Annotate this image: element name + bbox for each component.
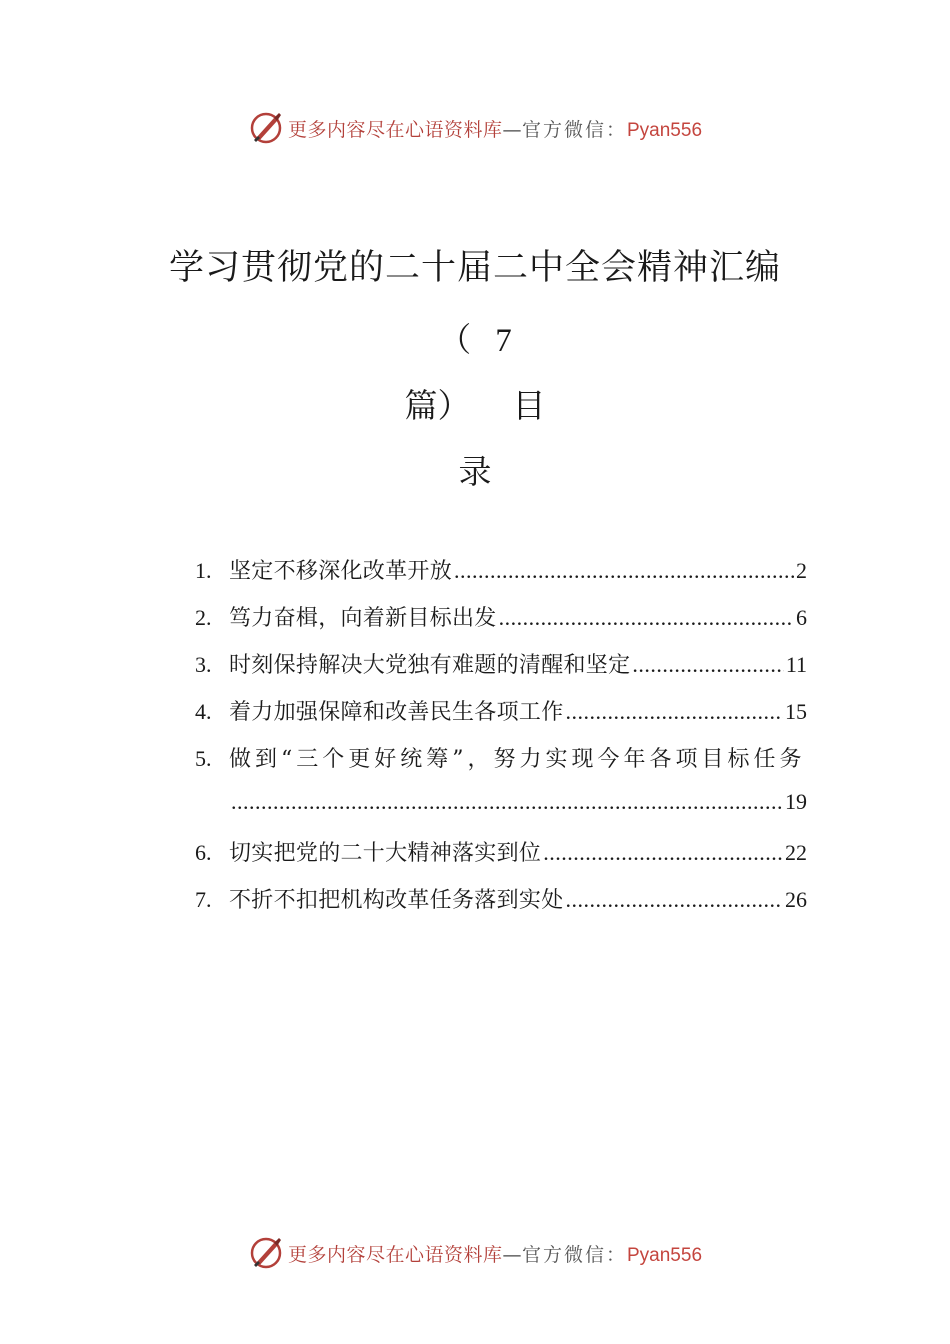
toc-entry-number: 5. (195, 746, 212, 771)
toc-entry-page: 26 (785, 887, 807, 912)
document-title: 学习贯彻党的二十届二中全会精神汇编 (168, 248, 781, 288)
toc-entry-page: 2 (796, 558, 807, 583)
toc-leader-dots (231, 789, 783, 815)
toc-entry-page: 11 (785, 652, 807, 677)
toc-entry-title: 时刻保持解决大党独有难题的清醒和坚定 (229, 653, 631, 678)
toc-entry-1[interactable] (195, 554, 807, 601)
banner-source-text: 更多内容尽在心语资料库 (287, 118, 503, 141)
toc-leader-dots (566, 699, 783, 725)
toc-entry-page: 15 (785, 699, 807, 724)
quill-pen-logo-icon (248, 1235, 284, 1271)
toc-entry-title: 着力加强保障和改善民生各项工作 (229, 700, 564, 725)
toc-leader-dots (454, 558, 794, 584)
toc-entry-page: 19 (785, 789, 807, 814)
toc-entry-4[interactable] (195, 695, 807, 742)
title-pian-text: 篇） (404, 386, 471, 425)
toc-entry-number: 6. (195, 840, 212, 865)
header-banner (0, 106, 950, 150)
banner-dash: — (502, 118, 522, 141)
banner-source-text: 更多内容尽在心语资料库 (287, 1243, 503, 1266)
quill-pen-logo-icon (248, 110, 284, 146)
title-pian-line (0, 380, 950, 427)
table-of-contents (195, 554, 807, 930)
toc-entry-title: 不折不扣把机构改革任务落到实处 (229, 888, 564, 913)
footer-banner (0, 1231, 950, 1275)
toc-entry-number: 7. (195, 887, 212, 912)
banner-official-label: 官方微信： (521, 118, 627, 141)
banner-wechat-id: Pyan556 (627, 119, 703, 141)
title-open-paren: （ (438, 320, 472, 359)
toc-entry-title: 坚定不移深化改革开放 (229, 559, 453, 584)
toc-entry-page: 6 (796, 605, 807, 630)
toc-entry-title: 笃力奋楫，向着新目标出发 (229, 606, 497, 631)
banner-text (288, 115, 702, 142)
toc-entry-number: 1. (195, 558, 212, 583)
toc-leader-dots (543, 840, 783, 866)
toc-entry-number: 3. (195, 652, 212, 677)
toc-heading-part1: 目 (512, 386, 546, 425)
toc-entry-5-continuation[interactable] (195, 789, 807, 836)
toc-leader-dots (566, 887, 783, 913)
toc-entry-3[interactable] (195, 648, 807, 695)
toc-entry-page: 22 (785, 840, 807, 865)
toc-leader-dots (632, 652, 783, 678)
banner-official-label: 官方微信： (521, 1243, 627, 1266)
toc-entry-title: 做到“三个更好统筹”，努力实现今年各项目标任务 (229, 747, 806, 772)
title-count-line (0, 314, 950, 361)
banner-wechat-id: Pyan556 (627, 1244, 703, 1266)
toc-entry-7[interactable] (195, 883, 807, 930)
toc-leader-dots (499, 605, 794, 631)
banner-dash: — (502, 1243, 522, 1266)
toc-entry-6[interactable] (195, 836, 807, 883)
banner-text (288, 1240, 702, 1267)
toc-entry-number: 2. (195, 605, 212, 630)
toc-entry-5[interactable] (195, 742, 807, 789)
toc-entry-title: 切实把党的二十大精神落实到位 (229, 841, 542, 866)
toc-entry-2[interactable] (195, 601, 807, 648)
title-count-number: 7 (495, 323, 512, 359)
toc-heading-part2: 录 (458, 452, 492, 491)
toc-entry-number: 4. (195, 699, 212, 724)
